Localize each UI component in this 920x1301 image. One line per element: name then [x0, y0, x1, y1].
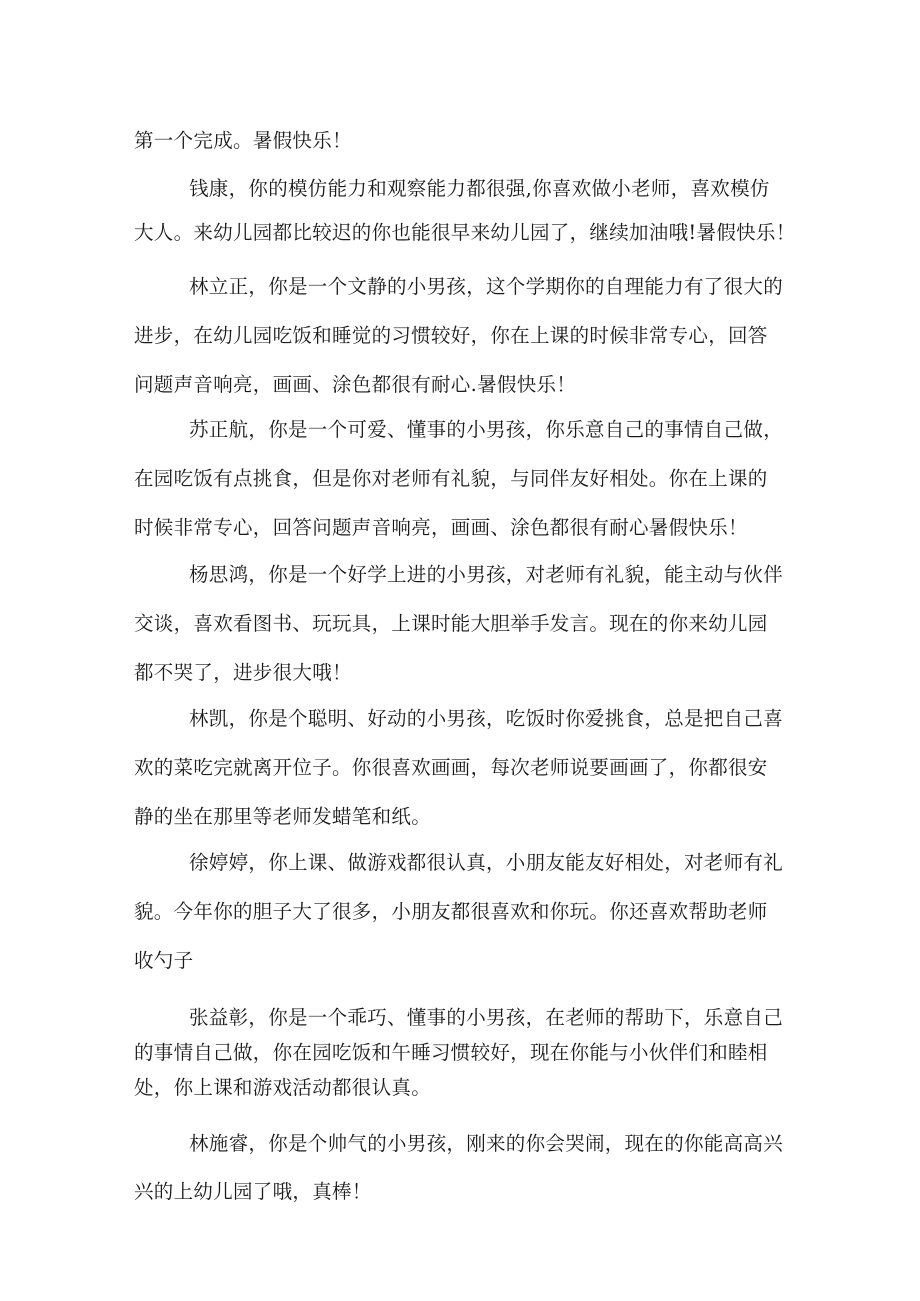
- text-line: 收勺子: [134, 949, 194, 972]
- text-line: 钱康，你的模仿能力和观察能力都很强,你喜欢做小老师，喜欢模仿: [189, 177, 770, 200]
- text-line: 林凯，你是个聪明、好动的小男孩，吃饭时你爱挑食，总是把自己喜: [189, 707, 784, 730]
- text-line: 静的坐在那里等老师发蜡笔和纸。: [134, 805, 432, 828]
- text-line: 林施睿，你是个帅气的小男孩，刚来的你会哭闹，现在的你能高高兴: [189, 1132, 784, 1155]
- paragraph: [134, 838, 799, 985]
- paragraph: [134, 1000, 799, 1105]
- paragraph: [134, 119, 799, 163]
- paragraph: [134, 1120, 799, 1216]
- paragraph: [134, 405, 799, 552]
- paragraph: [134, 167, 799, 255]
- text-line: 貌。今年你的胆子大了很多，小朋友都很喜欢和你玩。你还喜欢帮助老师: [134, 900, 768, 923]
- text-line: 大人。来幼儿园都比较迟的你也能很早来幼儿园了，继续加油哦!暑假快乐！: [134, 221, 796, 244]
- text-line: 杨思鸿，你是一个好学上进的小男孩，对老师有礼貌，能主动与伙伴: [189, 563, 784, 586]
- text-line: 处，你上课和游戏活动都很认真。: [134, 1076, 432, 1099]
- text-line: 问题声音响亮，画画、涂色都很有耐心.暑假快乐！: [134, 373, 577, 396]
- paragraph: [134, 694, 799, 841]
- text-line: 徐婷婷，你上课、做游戏都很认真，小朋友能友好相处，对老师有礼: [189, 851, 784, 874]
- paragraph: [134, 262, 799, 409]
- paragraph: [134, 550, 799, 697]
- text-line: 时候非常专心，回答问题声音响亮，画画、涂色都很有耐心暑假快乐！: [134, 516, 748, 539]
- text-line: 进步，在幼儿园吃饭和睡觉的习惯较好，你在上课的时候非常专心，回答: [134, 324, 768, 347]
- text-line: 在园吃饭有点挑食，但是你对老师有礼貌，与同伴友好相处。你在上课的: [134, 467, 768, 490]
- text-line: 苏正航，你是一个可爱、懂事的小男孩，你乐意自己的事情自己做，: [189, 418, 784, 441]
- text-line: 兴的上幼儿园了哦，真棒！: [134, 1180, 372, 1203]
- text-line: 林立正，你是一个文静的小男孩，这个学期你的自理能力有了很大的: [189, 275, 784, 298]
- text-line: 的事情自己做，你在园吃饭和午睡习惯较好，现在你能与小伙伴们和睦相: [134, 1041, 768, 1064]
- text-line: 张益彰，你是一个乖巧、懂事的小男孩，在老师的帮助下，乐意自己: [189, 1006, 784, 1029]
- text-line: 第一个完成。暑假快乐！: [134, 129, 352, 152]
- text-line: 都不哭了，进步很大哦！: [134, 661, 352, 684]
- text-line: 交谈，喜欢看图书、玩玩具，上课时能大胆举手发言。现在的你来幼儿园: [134, 612, 768, 635]
- text-line: 欢的菜吃完就离开位子。你很喜欢画画，每次老师说要画画了，你都很安: [134, 756, 768, 779]
